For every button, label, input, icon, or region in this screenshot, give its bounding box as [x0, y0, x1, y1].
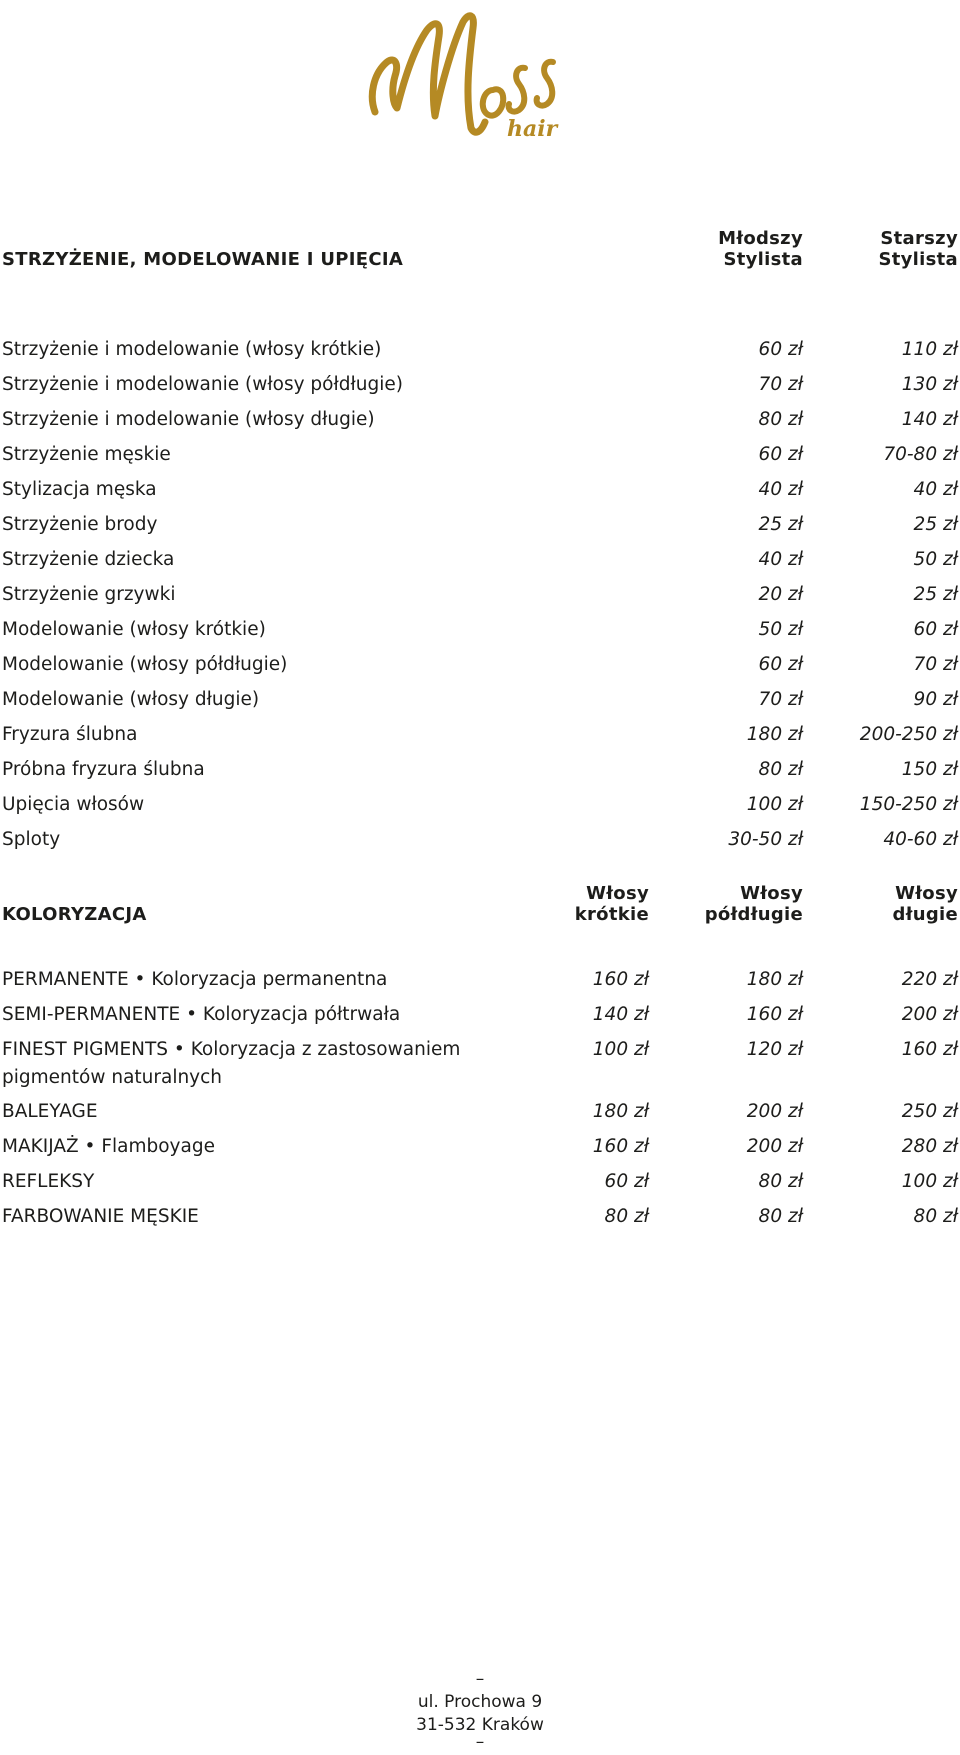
table-row — [0, 1203, 960, 1238]
service-name: PERMANENTE • Koloryzacja permanentna — [2, 969, 388, 990]
price-short: 80 zł — [604, 1206, 649, 1227]
service-name: Upięcia włosów — [2, 794, 145, 815]
price-junior: 70 zł — [758, 374, 803, 395]
price-medium: 120 zł — [746, 1039, 803, 1060]
table-row — [0, 966, 960, 1001]
table-row — [0, 686, 960, 721]
price-senior: 90 zł — [913, 689, 958, 710]
table-row — [0, 721, 960, 756]
price-medium: 160 zł — [746, 1004, 803, 1025]
footer-street: ul. Prochowa 9 — [417, 1692, 543, 1712]
service-name: Strzyżenie dziecka — [2, 549, 175, 570]
price-short: 140 zł — [592, 1004, 649, 1025]
price-senior: 70-80 zł — [883, 444, 958, 465]
service-name: Modelowanie (włosy krótkie) — [2, 619, 266, 640]
price-long: 100 zł — [901, 1171, 958, 1192]
footer-city: 31-532 Kraków — [416, 1715, 544, 1735]
service-name: Modelowanie (włosy długie) — [2, 689, 260, 710]
column-header-junior-stylist: Młodszy Stylista — [718, 228, 803, 270]
price-long: 200 zł — [901, 1004, 958, 1025]
price-junior: 40 zł — [758, 479, 803, 500]
service-name: Strzyżenie i modelowanie (włosy krótkie) — [2, 339, 382, 360]
price-junior: 60 zł — [758, 339, 803, 360]
price-junior: 60 zł — [758, 654, 803, 675]
table-row — [0, 791, 960, 826]
price-senior: 130 zł — [901, 374, 958, 395]
section-title: STRZYŻENIE, MODELOWANIE I UPIĘCIA — [2, 249, 404, 270]
price-senior: 25 zł — [913, 514, 958, 535]
table-row — [0, 406, 960, 441]
price-senior: 25 zł — [913, 584, 958, 605]
price-junior: 30-50 zł — [728, 829, 803, 850]
price-senior: 140 zł — [901, 409, 958, 430]
service-name: REFLEKSY — [2, 1171, 95, 1192]
price-short: 180 zł — [592, 1101, 649, 1122]
column-header-medium-hair: Włosy półdługie — [704, 883, 803, 925]
moss-hair-logo — [365, 4, 570, 144]
price-short: 160 zł — [592, 1136, 649, 1157]
column-header-senior-stylist: Starszy Stylista — [878, 228, 958, 270]
price-junior: 70 zł — [758, 689, 803, 710]
price-junior: 100 zł — [746, 794, 803, 815]
table-row — [0, 1133, 960, 1168]
service-name: Sploty — [2, 829, 61, 850]
price-long: 280 zł — [901, 1136, 958, 1157]
price-junior: 80 zł — [758, 759, 803, 780]
service-name: Strzyżenie i modelowanie (włosy długie) — [2, 409, 375, 430]
table-row — [0, 441, 960, 476]
table-row — [0, 371, 960, 406]
column-header-short-hair: Włosy krótkie — [574, 883, 649, 925]
column-header-long-hair: Włosy długie — [892, 883, 958, 925]
price-medium: 200 zł — [746, 1136, 803, 1157]
price-long: 160 zł — [901, 1039, 958, 1060]
table-row — [0, 1001, 960, 1036]
section-header-haircut — [0, 228, 960, 270]
price-senior: 60 zł — [913, 619, 958, 640]
table-row — [0, 826, 960, 861]
price-short: 160 zł — [592, 969, 649, 990]
section-header-coloring — [0, 883, 960, 925]
service-name: FARBOWANIE MĘSKIE — [2, 1206, 199, 1227]
service-name: SEMI-PERMANENTE • Koloryzacja półtrwała — [2, 1004, 401, 1025]
service-name: Fryzura ślubna — [2, 724, 138, 745]
service-name: Próbna fryzura ślubna — [2, 759, 205, 780]
footer-dash-bottom: – — [475, 1732, 485, 1752]
price-long: 250 zł — [901, 1101, 958, 1122]
service-name: BALEYAGE — [2, 1101, 98, 1122]
service-name: Strzyżenie grzywki — [2, 584, 176, 605]
price-short: 60 zł — [604, 1171, 649, 1192]
service-name: MAKIJAŻ • Flamboyage — [2, 1136, 215, 1157]
price-list-coloring — [0, 966, 960, 1238]
table-row — [0, 581, 960, 616]
table-row — [0, 476, 960, 511]
service-name: Strzyżenie brody — [2, 514, 158, 535]
price-medium: 80 zł — [758, 1206, 803, 1227]
price-senior: 150 zł — [901, 759, 958, 780]
table-row — [0, 511, 960, 546]
service-name: Modelowanie (włosy półdługie) — [2, 654, 288, 675]
price-senior: 200-250 zł — [859, 724, 958, 745]
service-name: FINEST PIGMENTS • Koloryzacja z zastosowaniem pigmentów naturalnych — [2, 1039, 461, 1088]
service-name: Strzyżenie i modelowanie (włosy półdługie) — [2, 374, 403, 395]
price-medium: 180 zł — [746, 969, 803, 990]
table-row — [0, 336, 960, 371]
price-long: 220 zł — [901, 969, 958, 990]
price-senior: 70 zł — [913, 654, 958, 675]
table-row — [0, 651, 960, 686]
price-senior: 50 zł — [913, 549, 958, 570]
service-name: Strzyżenie męskie — [2, 444, 171, 465]
table-row — [0, 756, 960, 791]
service-name: Stylizacja męska — [2, 479, 157, 500]
table-row — [0, 1098, 960, 1133]
price-medium: 80 zł — [758, 1171, 803, 1192]
svg-text:hair: hair — [507, 116, 558, 142]
price-long: 80 zł — [913, 1206, 958, 1227]
price-medium: 200 zł — [746, 1101, 803, 1122]
price-senior: 40 zł — [913, 479, 958, 500]
price-senior: 40-60 zł — [883, 829, 958, 850]
table-row — [0, 616, 960, 651]
price-junior: 180 zł — [746, 724, 803, 745]
price-junior: 80 zł — [758, 409, 803, 430]
table-row — [0, 1168, 960, 1203]
price-junior: 20 zł — [758, 584, 803, 605]
price-list-haircut — [0, 336, 960, 861]
footer-address — [380, 1668, 580, 1752]
price-senior: 150-250 zł — [859, 794, 958, 815]
price-senior: 110 zł — [901, 339, 958, 360]
price-junior: 25 zł — [758, 514, 803, 535]
price-junior: 50 zł — [758, 619, 803, 640]
table-row — [0, 546, 960, 581]
section-title: KOLORYZACJA — [2, 904, 147, 925]
price-short: 100 zł — [592, 1039, 649, 1060]
price-junior: 40 zł — [758, 549, 803, 570]
table-row — [0, 1036, 960, 1098]
price-junior: 60 zł — [758, 444, 803, 465]
footer-dash-top: – — [475, 1669, 485, 1689]
